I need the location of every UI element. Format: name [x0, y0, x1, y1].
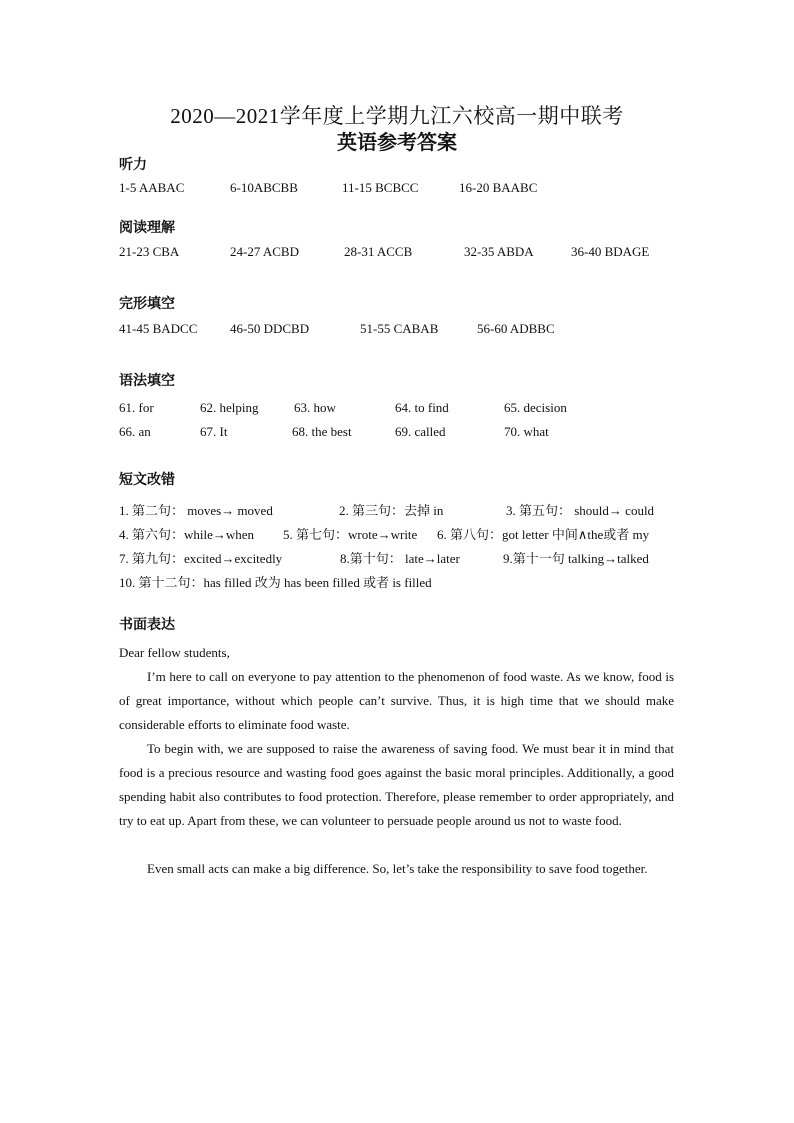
correction-item: 9.第十一句 talking→talked: [503, 551, 649, 566]
correction-item: 5. 第七句：wrote→write: [283, 527, 418, 542]
correction-heading: 短文改错: [119, 472, 175, 488]
answer-item: 66. an: [119, 424, 151, 439]
cloze-answers: [119, 321, 679, 339]
grammar-answers-row-1: [119, 400, 679, 418]
answer-item: 63. how: [294, 400, 336, 415]
reading-answers: [119, 244, 679, 262]
answer-group: 16-20 BAABC: [459, 180, 538, 195]
correction-item: 4. 第六句：while→when: [119, 527, 255, 542]
answer-group: 28-31 ACCB: [344, 244, 413, 259]
answer-group: 56-60 ADBBC: [477, 321, 555, 336]
answer-group: 11-15 BCBCC: [342, 180, 419, 195]
grammar-heading: 语法填空: [119, 373, 175, 389]
answer-item: 68. the best: [292, 424, 352, 439]
letter-salutation: Dear fellow students,: [119, 645, 230, 660]
answer-item: 70. what: [504, 424, 549, 439]
answer-group: 41-45 BADCC: [119, 321, 198, 336]
listening-answers: [119, 180, 679, 198]
exam-title: 2020—2021学年度上学期九江六校高一期中联考: [170, 104, 624, 128]
answer-item: 67. It: [200, 424, 228, 439]
correction-item: 3. 第五句： should→ could: [506, 503, 655, 518]
answer-group: 1-5 AABAC: [119, 180, 185, 195]
answer-group: 32-35 ABDA: [464, 244, 534, 259]
listening-heading: 听力: [119, 157, 147, 173]
answer-group: 6-10ABCBB: [230, 180, 298, 195]
writing-heading: 书面表达: [119, 617, 175, 633]
answer-item: 69. called: [395, 424, 446, 439]
correction-item: 6. 第八句：got letter 中间∧the或者 my: [437, 527, 650, 542]
cloze-heading: 完形填空: [119, 296, 175, 312]
answer-group: 24-27 ACBD: [230, 244, 299, 259]
answer-group: 36-40 BDAGE: [571, 244, 650, 259]
correction-item: 7. 第九句：excited→excitedly: [119, 551, 283, 566]
answer-group: 51-55 CABAB: [360, 321, 439, 336]
correction-item: 10. 第十二句：has filled 改为 has been filled 或者 is filled: [119, 575, 432, 590]
grammar-answers-row-2: [119, 424, 679, 442]
answer-item: 65. decision: [504, 400, 567, 415]
correction-row-1: [119, 500, 679, 518]
correction-row-2: [119, 524, 679, 542]
correction-item: 2. 第三句：去掉 in: [339, 503, 444, 518]
correction-item: 8.第十句： late→later: [340, 551, 460, 566]
correction-row-4: [119, 572, 679, 590]
letter-paragraph-3: Even small acts can make a big difference. So, let’s take the responsibility to save food together.: [147, 861, 648, 876]
correction-item: 1. 第二句： moves→ moved: [119, 503, 273, 518]
letter-paragraph-2: To begin with, we are supposed to raise the awareness of saving food. We must bear it in mind that food is a precious resource and wasting food goes against the basic moral principles. Additionally, a good spending habit also contributes to food protection. Therefore, please remember to order appropriately, and try to eat up. Apart from these, we can volunteer to persuade people around us not to waste food.: [119, 741, 674, 828]
answer-key-title: 英语参考答案: [337, 132, 457, 154]
correction-row-3: [119, 548, 679, 566]
answer-item: 64. to find: [395, 400, 449, 415]
answer-item: 62. helping: [200, 400, 259, 415]
answer-group: 46-50 DDCBD: [230, 321, 310, 336]
reading-heading: 阅读理解: [119, 220, 175, 236]
letter-paragraph-1: I’m here to call on everyone to pay attention to the phenomenon of food waste. As we know, food is of great importance, without which people can’t survive. Thus, it is high time that we should make considerable efforts to eliminate food waste.: [119, 669, 674, 732]
answer-group: 21-23 CBA: [119, 244, 180, 259]
answer-item: 61. for: [119, 400, 154, 415]
